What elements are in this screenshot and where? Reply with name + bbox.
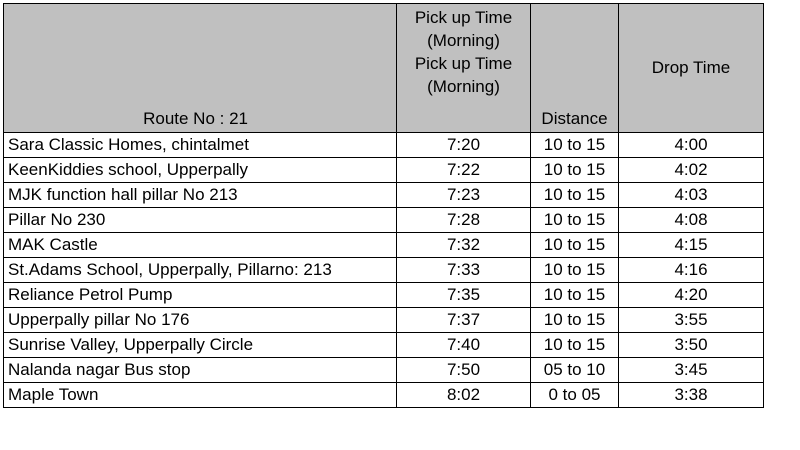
stop-name-cell: Sunrise Valley, Upperpally Circle — [4, 333, 397, 358]
distance-cell: 10 to 15 — [531, 133, 619, 158]
drop-time-cell: 4:02 — [619, 158, 764, 183]
pickup-time-cell: 8:02 — [397, 383, 531, 408]
drop-time-cell: 3:55 — [619, 308, 764, 333]
table-row — [4, 258, 764, 283]
route-schedule-table — [3, 3, 764, 408]
drop-time-header: Drop Time — [619, 4, 764, 133]
stop-name-cell: Reliance Petrol Pump — [4, 283, 397, 308]
table-row — [4, 208, 764, 233]
pickup-header-line: (Morning) — [427, 77, 500, 96]
pickup-header-line: Pick up Time — [414, 54, 513, 73]
pickup-header-line: Pick up Time — [414, 8, 513, 27]
pickup-time-cell: 7:33 — [397, 258, 531, 283]
stop-name-cell: Pillar No 230 — [4, 208, 397, 233]
distance-cell: 10 to 15 — [531, 258, 619, 283]
table-row — [4, 283, 764, 308]
table-row — [4, 183, 764, 208]
distance-cell: 10 to 15 — [531, 158, 619, 183]
drop-time-cell: 3:50 — [619, 333, 764, 358]
table-row — [4, 308, 764, 333]
drop-time-cell: 3:45 — [619, 358, 764, 383]
distance-cell: 10 to 15 — [531, 308, 619, 333]
drop-time-cell: 4:08 — [619, 208, 764, 233]
pickup-time-cell: 7:37 — [397, 308, 531, 333]
pickup-header-line: (Morning) — [427, 31, 500, 50]
stop-name-cell: Sara Classic Homes, chintalmet — [4, 133, 397, 158]
stop-name-cell: Maple Town — [4, 383, 397, 408]
pickup-time-cell: 7:22 — [397, 158, 531, 183]
pickup-time-cell: 7:28 — [397, 208, 531, 233]
stop-name-cell: MAK Castle — [4, 233, 397, 258]
distance-cell: 10 to 15 — [531, 208, 619, 233]
stop-name-cell: Upperpally pillar No 176 — [4, 308, 397, 333]
pickup-time-cell: 7:35 — [397, 283, 531, 308]
route-number-header: Route No : 21 — [4, 4, 397, 133]
table-row — [4, 133, 764, 158]
stop-name-cell: MJK function hall pillar No 213 — [4, 183, 397, 208]
stop-name-cell: KeenKiddies school, Upperpally — [4, 158, 397, 183]
pickup-time-header — [397, 4, 531, 133]
drop-time-cell: 4:15 — [619, 233, 764, 258]
distance-cell: 10 to 15 — [531, 333, 619, 358]
drop-time-cell: 4:03 — [619, 183, 764, 208]
pickup-time-cell: 7:20 — [397, 133, 531, 158]
distance-cell: 05 to 10 — [531, 358, 619, 383]
header-row — [4, 4, 764, 133]
distance-cell: 10 to 15 — [531, 283, 619, 308]
distance-header: Distance — [531, 4, 619, 133]
distance-cell: 10 to 15 — [531, 233, 619, 258]
table-header — [4, 4, 764, 133]
stop-name-cell: St.Adams School, Upperpally, Pillarno: 213 — [4, 258, 397, 283]
pickup-time-cell: 7:32 — [397, 233, 531, 258]
table-row — [4, 333, 764, 358]
distance-cell: 10 to 15 — [531, 183, 619, 208]
drop-time-cell: 4:20 — [619, 283, 764, 308]
table-row — [4, 383, 764, 408]
table-body — [4, 133, 764, 408]
pickup-time-cell: 7:23 — [397, 183, 531, 208]
drop-time-cell: 4:16 — [619, 258, 764, 283]
pickup-time-cell: 7:50 — [397, 358, 531, 383]
table-row — [4, 158, 764, 183]
drop-time-cell: 3:38 — [619, 383, 764, 408]
pickup-time-cell: 7:40 — [397, 333, 531, 358]
stop-name-cell: Nalanda nagar Bus stop — [4, 358, 397, 383]
drop-time-cell: 4:00 — [619, 133, 764, 158]
table-row — [4, 358, 764, 383]
table-row — [4, 233, 764, 258]
distance-cell: 0 to 05 — [531, 383, 619, 408]
